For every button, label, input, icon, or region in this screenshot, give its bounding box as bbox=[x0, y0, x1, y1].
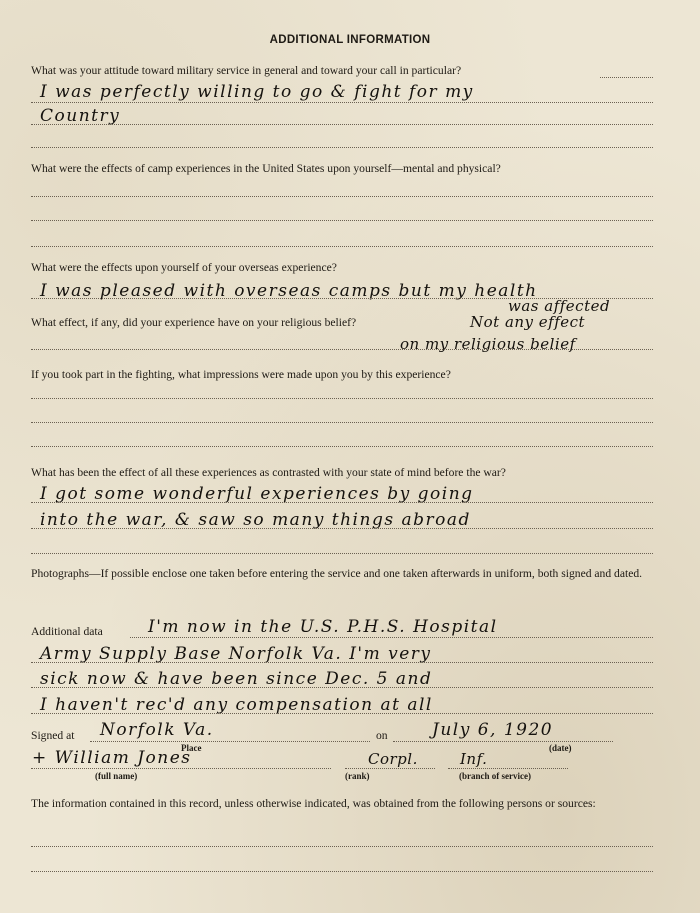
answer-line bbox=[31, 662, 653, 663]
answer-line bbox=[31, 147, 653, 148]
answer-line bbox=[31, 102, 653, 103]
answer-line bbox=[31, 422, 653, 423]
signature-line bbox=[345, 768, 435, 769]
question-fighting-impressions: If you took part in the fighting, what impressions were made upon you by this experience? bbox=[31, 368, 451, 381]
additional-data-3: sick now & have been since Dec. 5 and bbox=[40, 669, 433, 689]
question-military-attitude: What was your attitude toward military service in general and toward your call in particular? bbox=[31, 64, 462, 77]
answer-line bbox=[31, 528, 653, 529]
answer-military-attitude-1: I was perfectly willing to go & fight for my bbox=[40, 82, 474, 102]
signed-at-label: Signed at bbox=[31, 729, 75, 742]
answer-line bbox=[31, 713, 653, 714]
additional-data-label: Additional data bbox=[31, 625, 103, 638]
form-title: ADDITIONAL INFORMATION bbox=[269, 34, 431, 46]
question-war-effect: What has been the effect of all these experiences as contrasted with your state of mind before the war? bbox=[31, 466, 506, 479]
question-overseas-experience: What were the effects upon yourself of your overseas experience? bbox=[31, 261, 337, 274]
answer-line bbox=[31, 553, 653, 554]
answer-religious-2: on my religious belief bbox=[400, 335, 576, 353]
answer-line bbox=[31, 446, 653, 447]
answer-line bbox=[31, 124, 653, 125]
answer-line bbox=[31, 846, 653, 847]
answer-line bbox=[31, 349, 653, 350]
answer-war-effect-2: into the war, & saw so many things abroad bbox=[40, 510, 471, 530]
place-label: Place bbox=[181, 743, 202, 753]
answer-line bbox=[31, 246, 653, 247]
answer-military-attitude-2: Country bbox=[40, 106, 121, 126]
additional-data-4: I haven't rec'd any compensation at all bbox=[40, 695, 433, 715]
answer-line bbox=[31, 502, 653, 503]
signature-line bbox=[393, 741, 613, 742]
answer-war-effect-1: I got some wonderful experiences by going bbox=[40, 484, 474, 504]
additional-data-1: I'm now in the U.S. P.H.S. Hospital bbox=[148, 617, 498, 637]
answer-overseas-2: was affected bbox=[508, 297, 611, 315]
sources-statement: The information contained in this record, unless otherwise indicated, was obtained from the following persons or sources: bbox=[31, 797, 596, 810]
signed-place: Norfolk Va. bbox=[100, 720, 214, 740]
answer-line bbox=[130, 637, 653, 638]
signature-line bbox=[90, 741, 370, 742]
answer-religious-1: Not any effect bbox=[470, 313, 586, 331]
answer-line bbox=[31, 687, 653, 688]
date-label: (date) bbox=[549, 743, 572, 753]
signature-line bbox=[448, 768, 568, 769]
answer-line bbox=[31, 196, 653, 197]
signature-line bbox=[31, 768, 331, 769]
additional-data-2: Army Supply Base Norfolk Va. I'm very bbox=[40, 644, 432, 664]
question-camp-experiences: What were the effects of camp experiences in the United States upon yourself—mental and physical? bbox=[31, 162, 501, 175]
answer-line bbox=[600, 77, 653, 78]
signer-rank: Corpl. bbox=[368, 750, 418, 768]
question-religious-belief: What effect, if any, did your experience have on your religious belief? bbox=[31, 316, 357, 329]
photographs-instruction: Photographs—If possible enclose one taken before entering the service and one taken afterwards in uniform, both signed and dated. bbox=[31, 567, 643, 580]
answer-line bbox=[31, 220, 653, 221]
branch-label: (branch of service) bbox=[459, 771, 531, 781]
signer-full-name: + William Jones bbox=[32, 748, 192, 768]
signer-branch: Inf. bbox=[460, 750, 488, 768]
full-name-label: (full name) bbox=[95, 771, 138, 781]
answer-overseas-1: I was pleased with overseas camps but my health bbox=[40, 281, 538, 301]
rank-label: (rank) bbox=[345, 771, 370, 781]
signed-date: July 6, 1920 bbox=[432, 720, 554, 740]
answer-line bbox=[31, 398, 653, 399]
answer-line bbox=[31, 871, 653, 872]
on-label: on bbox=[376, 729, 388, 742]
